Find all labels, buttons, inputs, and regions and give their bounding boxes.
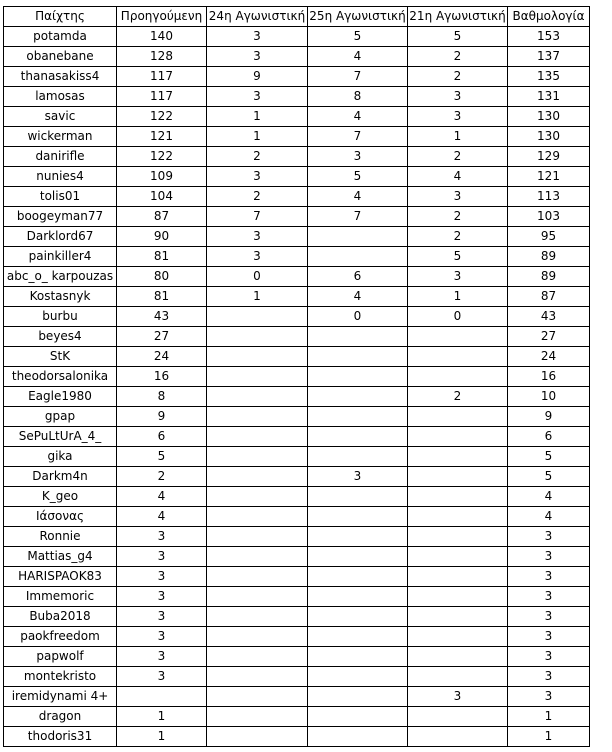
round-25-cell	[308, 427, 408, 447]
table-row	[4, 347, 590, 367]
player-name-cell: montekristo	[4, 667, 117, 687]
player-name-cell: K_geo	[4, 487, 117, 507]
round-21-cell: 5	[408, 27, 508, 47]
total-points-cell: 3	[508, 647, 590, 667]
previous-points-cell: 117	[117, 67, 207, 87]
round-24-cell	[207, 567, 308, 587]
previous-points-cell: 121	[117, 127, 207, 147]
player-name-cell: StK	[4, 347, 117, 367]
round-21-cell	[408, 407, 508, 427]
player-name-cell: wickerman	[4, 127, 117, 147]
total-points-cell: 3	[508, 567, 590, 587]
total-points-cell: 89	[508, 267, 590, 287]
round-25-cell: 4	[308, 187, 408, 207]
table-header	[4, 7, 590, 27]
round-21-cell	[408, 667, 508, 687]
round-24-cell: 3	[207, 167, 308, 187]
table-row	[4, 647, 590, 667]
player-name-cell: gpap	[4, 407, 117, 427]
total-points-cell: 24	[508, 347, 590, 367]
player-name-cell: Darkm4n	[4, 467, 117, 487]
previous-points-cell: 16	[117, 367, 207, 387]
player-name-cell: savic	[4, 107, 117, 127]
previous-points-cell: 87	[117, 207, 207, 227]
previous-points-cell: 4	[117, 487, 207, 507]
round-25-cell: 3	[308, 147, 408, 167]
previous-points-cell: 1	[117, 727, 207, 747]
round-21-cell: 2	[408, 207, 508, 227]
previous-points-cell: 81	[117, 287, 207, 307]
player-name-cell: Mattias_g4	[4, 547, 117, 567]
player-name-cell: painkiller4	[4, 247, 117, 267]
round-25-cell: 7	[308, 127, 408, 147]
round-25-cell	[308, 407, 408, 427]
round-21-cell	[408, 427, 508, 447]
round-24-cell	[207, 627, 308, 647]
previous-points-cell: 90	[117, 227, 207, 247]
previous-points-cell: 80	[117, 267, 207, 287]
round-24-cell	[207, 587, 308, 607]
round-21-cell: 3	[408, 187, 508, 207]
round-24-cell: 1	[207, 287, 308, 307]
round-24-cell	[207, 507, 308, 527]
previous-points-cell: 24	[117, 347, 207, 367]
total-points-cell: 6	[508, 427, 590, 447]
total-points-cell: 129	[508, 147, 590, 167]
round-25-cell	[308, 247, 408, 267]
player-name-cell: boogeyman77	[4, 207, 117, 227]
previous-points-cell: 27	[117, 327, 207, 347]
player-name-cell: thanasakiss4	[4, 67, 117, 87]
table-row	[4, 247, 590, 267]
round-24-cell	[207, 347, 308, 367]
player-name-cell: Immemoric	[4, 587, 117, 607]
table-row	[4, 567, 590, 587]
total-points-cell: 95	[508, 227, 590, 247]
round-24-cell	[207, 687, 308, 707]
previous-points-cell: 5	[117, 447, 207, 467]
table-row	[4, 507, 590, 527]
player-name-cell: paokfreedom	[4, 627, 117, 647]
round-24-cell: 3	[207, 47, 308, 67]
total-points-cell: 3	[508, 687, 590, 707]
round-25-cell: 4	[308, 107, 408, 127]
round-24-cell	[207, 647, 308, 667]
table-row	[4, 227, 590, 247]
round-24-cell	[207, 467, 308, 487]
total-points-cell: 3	[508, 527, 590, 547]
table-row	[4, 467, 590, 487]
round-24-cell	[207, 387, 308, 407]
round-21-cell	[408, 507, 508, 527]
total-points-cell: 5	[508, 467, 590, 487]
round-25-cell	[308, 507, 408, 527]
round-24-cell	[207, 607, 308, 627]
previous-points-cell: 104	[117, 187, 207, 207]
round-21-cell: 3	[408, 267, 508, 287]
total-points-cell: 89	[508, 247, 590, 267]
round-21-cell: 2	[408, 67, 508, 87]
round-25-cell	[308, 527, 408, 547]
player-name-cell: thodoris31	[4, 727, 117, 747]
table-row	[4, 107, 590, 127]
player-name-cell: Eagle1980	[4, 387, 117, 407]
player-name-cell: iremidynami 4+	[4, 687, 117, 707]
total-points-cell: 121	[508, 167, 590, 187]
round-25-cell: 0	[308, 307, 408, 327]
total-points-cell: 1	[508, 727, 590, 747]
previous-points-cell: 43	[117, 307, 207, 327]
round-21-cell	[408, 707, 508, 727]
round-24-cell	[207, 667, 308, 687]
previous-points-cell: 6	[117, 427, 207, 447]
table-row	[4, 607, 590, 627]
round-24-cell	[207, 407, 308, 427]
table-row	[4, 587, 590, 607]
table-body	[4, 27, 590, 747]
round-25-cell	[308, 647, 408, 667]
total-points-cell: 3	[508, 667, 590, 687]
total-points-cell: 5	[508, 447, 590, 467]
player-name-cell: abc_o_ karpouzas	[4, 267, 117, 287]
round-24-cell	[207, 367, 308, 387]
round-25-cell	[308, 707, 408, 727]
previous-points-cell: 122	[117, 107, 207, 127]
round-21-cell: 3	[408, 107, 508, 127]
round-24-cell: 2	[207, 187, 308, 207]
header-row	[4, 7, 590, 27]
header-previous: Προηγούμενη	[117, 7, 207, 27]
total-points-cell: 43	[508, 307, 590, 327]
round-21-cell: 0	[408, 307, 508, 327]
round-21-cell	[408, 447, 508, 467]
round-25-cell	[308, 367, 408, 387]
player-name-cell: Ronnie	[4, 527, 117, 547]
player-name-cell: nunies4	[4, 167, 117, 187]
table-row	[4, 427, 590, 447]
player-name-cell: Darklord67	[4, 227, 117, 247]
player-name-cell: SePuLtUrA_4_	[4, 427, 117, 447]
previous-points-cell: 4	[117, 507, 207, 527]
round-24-cell: 3	[207, 227, 308, 247]
total-points-cell: 130	[508, 107, 590, 127]
header-round-24: 24η Αγωνιστική	[207, 7, 308, 27]
total-points-cell: 3	[508, 547, 590, 567]
previous-points-cell: 1	[117, 707, 207, 727]
round-24-cell: 1	[207, 107, 308, 127]
round-21-cell	[408, 567, 508, 587]
round-25-cell	[308, 387, 408, 407]
previous-points-cell: 3	[117, 527, 207, 547]
player-name-cell: papwolf	[4, 647, 117, 667]
total-points-cell: 3	[508, 627, 590, 647]
round-24-cell	[207, 447, 308, 467]
previous-points-cell: 8	[117, 387, 207, 407]
round-25-cell	[308, 487, 408, 507]
total-points-cell: 103	[508, 207, 590, 227]
previous-points-cell: 117	[117, 87, 207, 107]
player-name-cell: Kostasnyk	[4, 287, 117, 307]
previous-points-cell: 122	[117, 147, 207, 167]
player-name-cell: obanebane	[4, 47, 117, 67]
table-row	[4, 167, 590, 187]
round-24-cell	[207, 487, 308, 507]
previous-points-cell	[117, 687, 207, 707]
table-row	[4, 407, 590, 427]
round-21-cell	[408, 347, 508, 367]
round-25-cell: 5	[308, 27, 408, 47]
previous-points-cell: 3	[117, 647, 207, 667]
round-24-cell	[207, 307, 308, 327]
round-24-cell	[207, 427, 308, 447]
round-25-cell	[308, 667, 408, 687]
round-21-cell	[408, 467, 508, 487]
round-24-cell	[207, 327, 308, 347]
round-25-cell	[308, 587, 408, 607]
round-24-cell: 3	[207, 27, 308, 47]
total-points-cell: 113	[508, 187, 590, 207]
previous-points-cell: 3	[117, 607, 207, 627]
round-25-cell	[308, 687, 408, 707]
round-21-cell	[408, 367, 508, 387]
standings-table	[3, 6, 590, 747]
player-name-cell: dragon	[4, 707, 117, 727]
round-25-cell: 3	[308, 467, 408, 487]
total-points-cell: 3	[508, 587, 590, 607]
round-24-cell	[207, 527, 308, 547]
table-row	[4, 667, 590, 687]
total-points-cell: 131	[508, 87, 590, 107]
round-25-cell: 4	[308, 47, 408, 67]
round-24-cell: 1	[207, 127, 308, 147]
round-24-cell: 2	[207, 147, 308, 167]
previous-points-cell: 3	[117, 587, 207, 607]
table-row	[4, 307, 590, 327]
round-24-cell: 3	[207, 247, 308, 267]
round-21-cell	[408, 607, 508, 627]
round-21-cell: 5	[408, 247, 508, 267]
total-points-cell: 16	[508, 367, 590, 387]
round-21-cell	[408, 327, 508, 347]
table-row	[4, 487, 590, 507]
table-row	[4, 627, 590, 647]
player-name-cell: theodorsalonika	[4, 367, 117, 387]
round-25-cell: 4	[308, 287, 408, 307]
round-24-cell	[207, 547, 308, 567]
round-25-cell	[308, 547, 408, 567]
previous-points-cell: 3	[117, 667, 207, 687]
total-points-cell: 4	[508, 487, 590, 507]
total-points-cell: 4	[508, 507, 590, 527]
round-21-cell: 3	[408, 87, 508, 107]
table-row	[4, 47, 590, 67]
round-25-cell	[308, 607, 408, 627]
table-row	[4, 87, 590, 107]
table-row	[4, 187, 590, 207]
round-21-cell: 2	[408, 387, 508, 407]
table-row	[4, 727, 590, 747]
round-25-cell	[308, 727, 408, 747]
header-round-25: 25η Αγωνιστική	[308, 7, 408, 27]
round-21-cell: 2	[408, 47, 508, 67]
player-name-cell: beyes4	[4, 327, 117, 347]
table-row	[4, 267, 590, 287]
header-round-21: 21η Αγωνιστική	[408, 7, 508, 27]
previous-points-cell: 3	[117, 547, 207, 567]
round-21-cell	[408, 487, 508, 507]
table-row	[4, 707, 590, 727]
total-points-cell: 137	[508, 47, 590, 67]
round-25-cell	[308, 447, 408, 467]
round-24-cell	[207, 727, 308, 747]
table-row	[4, 687, 590, 707]
total-points-cell: 1	[508, 707, 590, 727]
table-row	[4, 527, 590, 547]
previous-points-cell: 2	[117, 467, 207, 487]
round-21-cell: 2	[408, 227, 508, 247]
round-21-cell	[408, 527, 508, 547]
round-21-cell: 4	[408, 167, 508, 187]
round-25-cell: 8	[308, 87, 408, 107]
total-points-cell: 3	[508, 607, 590, 627]
table-row	[4, 27, 590, 47]
total-points-cell: 27	[508, 327, 590, 347]
round-21-cell	[408, 587, 508, 607]
player-name-cell: tolis01	[4, 187, 117, 207]
table-row	[4, 207, 590, 227]
round-25-cell: 7	[308, 207, 408, 227]
table-row	[4, 367, 590, 387]
table-row	[4, 67, 590, 87]
round-25-cell: 5	[308, 167, 408, 187]
table-row	[4, 387, 590, 407]
total-points-cell: 153	[508, 27, 590, 47]
player-name-cell: Buba2018	[4, 607, 117, 627]
round-21-cell	[408, 627, 508, 647]
player-name-cell: danirifle	[4, 147, 117, 167]
player-name-cell: Ιάσονας	[4, 507, 117, 527]
player-name-cell: burbu	[4, 307, 117, 327]
table-row	[4, 147, 590, 167]
total-points-cell: 9	[508, 407, 590, 427]
round-21-cell	[408, 547, 508, 567]
player-name-cell: gika	[4, 447, 117, 467]
previous-points-cell: 81	[117, 247, 207, 267]
previous-points-cell: 9	[117, 407, 207, 427]
header-player: Παίχτης	[4, 7, 117, 27]
round-25-cell: 7	[308, 67, 408, 87]
round-21-cell	[408, 647, 508, 667]
round-25-cell	[308, 227, 408, 247]
round-21-cell: 1	[408, 127, 508, 147]
table-row	[4, 547, 590, 567]
total-points-cell: 135	[508, 67, 590, 87]
round-24-cell: 9	[207, 67, 308, 87]
round-24-cell: 7	[207, 207, 308, 227]
total-points-cell: 10	[508, 387, 590, 407]
header-total-points: Βαθμολογία	[508, 7, 590, 27]
table-row	[4, 287, 590, 307]
player-name-cell: lamosas	[4, 87, 117, 107]
previous-points-cell: 3	[117, 627, 207, 647]
previous-points-cell: 140	[117, 27, 207, 47]
round-21-cell: 2	[408, 147, 508, 167]
round-25-cell	[308, 347, 408, 367]
previous-points-cell: 109	[117, 167, 207, 187]
round-21-cell: 1	[408, 287, 508, 307]
round-25-cell	[308, 627, 408, 647]
player-name-cell: potamda	[4, 27, 117, 47]
round-24-cell	[207, 707, 308, 727]
table-row	[4, 127, 590, 147]
round-25-cell: 6	[308, 267, 408, 287]
total-points-cell: 87	[508, 287, 590, 307]
total-points-cell: 130	[508, 127, 590, 147]
round-21-cell	[408, 727, 508, 747]
table-row	[4, 327, 590, 347]
round-21-cell: 3	[408, 687, 508, 707]
round-24-cell: 0	[207, 267, 308, 287]
round-25-cell	[308, 327, 408, 347]
round-24-cell: 3	[207, 87, 308, 107]
table-row	[4, 447, 590, 467]
previous-points-cell: 3	[117, 567, 207, 587]
player-name-cell: HARISPAOK83	[4, 567, 117, 587]
previous-points-cell: 128	[117, 47, 207, 67]
round-25-cell	[308, 567, 408, 587]
